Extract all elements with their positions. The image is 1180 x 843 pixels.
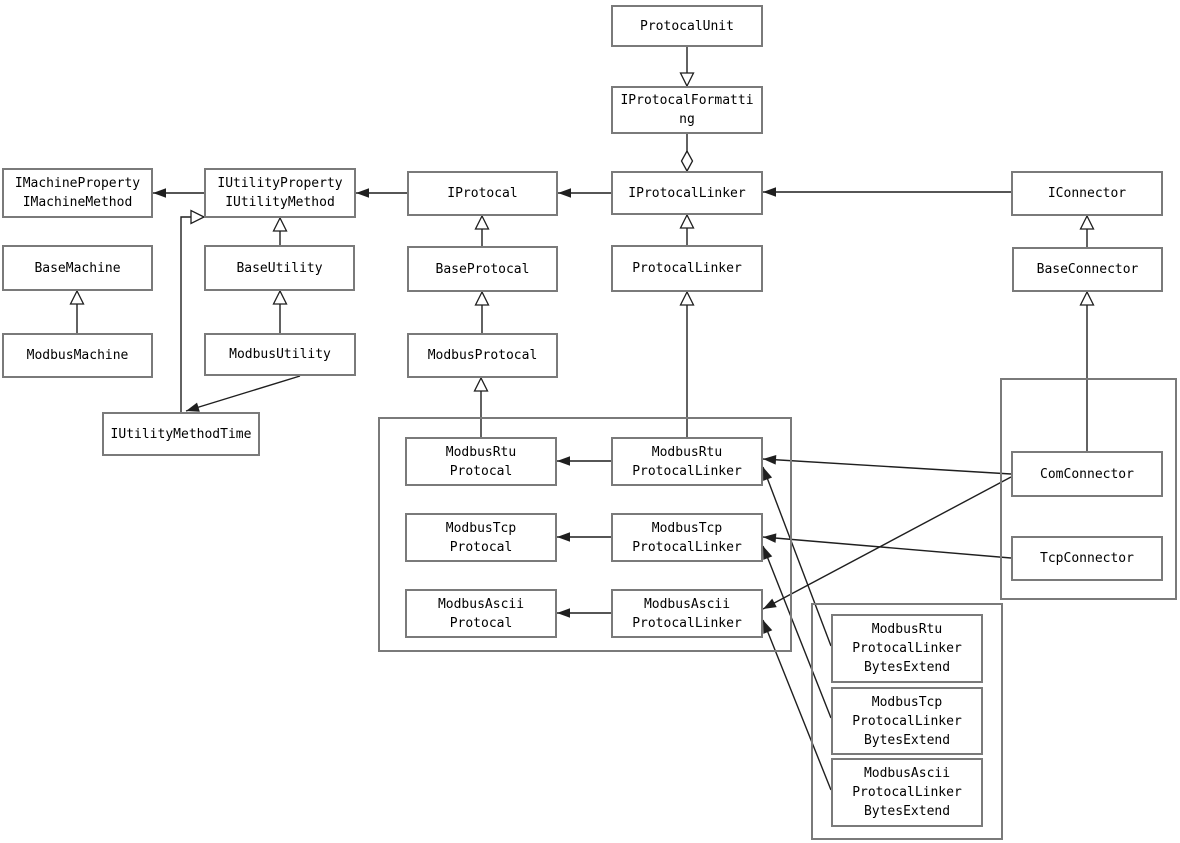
- class-label-line: IUtilityProperty: [217, 176, 343, 191]
- class-label-line: ModbusRtu: [445, 444, 517, 460]
- class-label-line: ModbusTcp: [651, 520, 723, 536]
- class-label-line: ng: [679, 112, 695, 127]
- class-label-line: IUtilityMethodTime: [110, 426, 252, 442]
- edge-tcp-connector--modbus-tcp-protocal-linker: [763, 537, 1011, 558]
- class-label-line: ProtocalLinker: [632, 539, 742, 555]
- class-box-protocal-linker: [611, 245, 763, 292]
- class-label-line: ProtocalLinker: [632, 261, 742, 276]
- class-box-iutility-property: [204, 168, 356, 218]
- class-label-line: ModbusRtu: [871, 622, 943, 637]
- class-box-base-machine: [2, 245, 153, 291]
- class-label-line: ProtocalLinker: [852, 641, 962, 656]
- edge-iutility-method-time--iutility-property: [181, 217, 204, 412]
- class-label-line: ComConnector: [1040, 466, 1134, 482]
- class-label-line: BaseProtocal: [435, 261, 530, 277]
- class-label-line: ModbusAscii: [643, 596, 731, 612]
- class-box-modbus-ascii-protocal: [405, 589, 557, 638]
- class-label-line: BaseUtility: [236, 260, 323, 276]
- class-label-line: ModbusProtocal: [427, 348, 538, 363]
- class-box-com-connector: [1011, 451, 1163, 497]
- class-label-line: TcpConnector: [1040, 551, 1134, 566]
- class-label-line: IProtocal: [447, 186, 518, 201]
- class-label-line: IProtocalLinker: [628, 185, 746, 201]
- class-label-line: IConnector: [1047, 186, 1127, 201]
- class-box-modbus-rtu-protocal-linker-bytes-extend: [831, 614, 983, 683]
- class-label-line: IProtocalFormatti: [620, 93, 754, 108]
- class-label-line: IUtilityMethod: [225, 195, 335, 210]
- class-label-line: Protocal: [449, 615, 513, 631]
- class-label-line: BytesExtend: [863, 732, 951, 748]
- class-box-iprotocal-formatting: [611, 86, 763, 134]
- class-box-modbus-tcp-protocal-linker-bytes-extend: [831, 687, 983, 755]
- class-label-line: BytesExtend: [863, 660, 951, 675]
- class-label-line: ModbusAscii: [863, 766, 951, 781]
- class-box-base-protocal: [407, 246, 558, 292]
- class-box-iprotocal-linker: [611, 171, 763, 215]
- class-box-modbus-rtu-protocal-linker: [611, 437, 763, 486]
- class-label-line: Protocal: [449, 463, 513, 479]
- class-box-modbus-ascii-protocal-linker-bytes-extend: [831, 758, 983, 827]
- class-box-base-utility: [204, 245, 355, 291]
- class-box-iprotocal: [407, 171, 558, 216]
- class-box-modbus-protocal: [407, 333, 558, 378]
- class-label-line: BaseConnector: [1036, 262, 1139, 277]
- class-label-line: ProtocalLinker: [632, 463, 742, 479]
- class-label-line: BaseMachine: [34, 260, 121, 276]
- class-box-modbus-machine: [2, 333, 153, 378]
- class-label-line: ProtocalLinker: [852, 713, 962, 729]
- edge-com-connector--modbus-ascii-protocal-linker: [763, 477, 1011, 609]
- class-label-line: IMachineProperty: [14, 176, 141, 191]
- class-label-line: ModbusUtility: [229, 347, 331, 362]
- class-label-line: ModbusAscii: [437, 596, 525, 612]
- class-box-base-connector: [1012, 247, 1163, 292]
- class-box-modbus-tcp-protocal: [405, 513, 557, 562]
- class-label-line: Protocal: [449, 539, 513, 555]
- class-label-line: BytesExtend: [863, 804, 951, 819]
- class-box-tcp-connector: [1011, 536, 1163, 581]
- class-box-modbus-utility: [204, 333, 356, 376]
- class-label-line: ProtocalLinker: [852, 785, 962, 800]
- class-box-imachine-property: [2, 168, 153, 218]
- class-box-protocal-unit: [611, 5, 763, 47]
- class-box-modbus-ascii-protocal-linker: [611, 589, 763, 638]
- class-label-line: ModbusTcp: [445, 520, 517, 536]
- class-label-line: IMachineMethod: [22, 195, 133, 210]
- class-box-modbus-rtu-protocal: [405, 437, 557, 486]
- class-label-line: ProtocalLinker: [632, 615, 742, 631]
- edge-modbus-utility--iutility-method-time: [186, 376, 300, 411]
- class-box-iconnector: [1011, 171, 1163, 216]
- edge-com-connector--modbus-rtu-protocal-linker: [763, 459, 1011, 474]
- class-label-line: ProtocalUnit: [640, 18, 734, 34]
- class-box-modbus-tcp-protocal-linker: [611, 513, 763, 562]
- class-label-line: ModbusMachine: [26, 348, 129, 363]
- class-label-line: ModbusTcp: [871, 694, 943, 710]
- class-box-iutility-method-time: [102, 412, 260, 456]
- class-label-line: ModbusRtu: [651, 444, 723, 460]
